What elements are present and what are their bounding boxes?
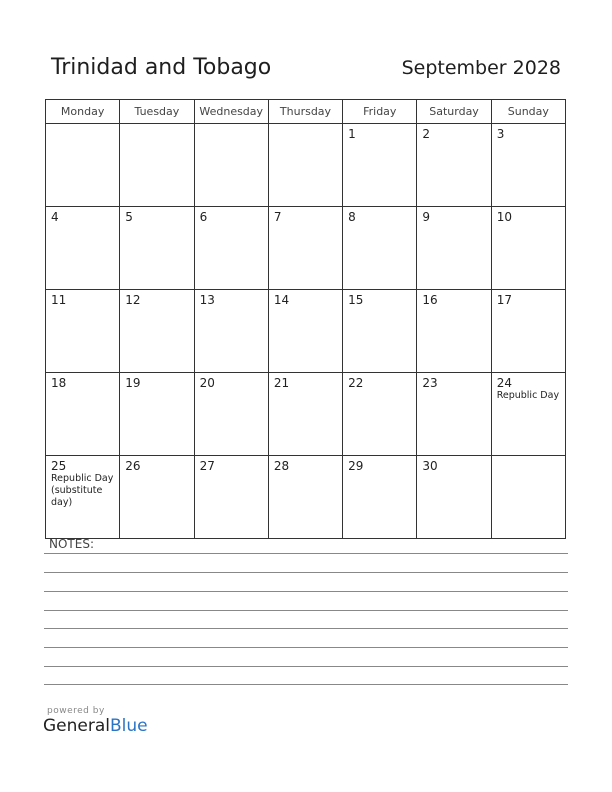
- day-cell: [491, 373, 565, 456]
- day-cell: [417, 207, 491, 290]
- day-number: 23: [422, 376, 438, 390]
- brand-blue: Blue: [110, 716, 148, 736]
- day-number: 25: [51, 459, 67, 473]
- day-cell: [268, 290, 342, 373]
- note-line: [44, 628, 568, 629]
- day-number: 7: [273, 210, 282, 224]
- day-cell: [120, 373, 194, 456]
- day-cell: [491, 290, 565, 373]
- day-cell: [194, 124, 268, 207]
- week-row: [46, 207, 566, 290]
- day-cell: [491, 124, 565, 207]
- note-line: [44, 553, 568, 554]
- day-number: 24: [496, 376, 512, 390]
- day-cell: [46, 290, 120, 373]
- powered-by-text: powered by: [47, 706, 105, 716]
- day-number: 22: [348, 376, 364, 390]
- day-cell: [343, 373, 417, 456]
- day-cell: [491, 207, 565, 290]
- brand-general: General: [43, 716, 110, 736]
- day-cell: [343, 290, 417, 373]
- weekday-header: Tuesday: [120, 100, 194, 124]
- day-number: 21: [273, 376, 290, 390]
- weekday-header: Monday: [46, 100, 120, 124]
- day-cell: [491, 456, 565, 539]
- weekday-header: Friday: [343, 100, 417, 124]
- note-line: [44, 572, 568, 573]
- day-cell: [194, 290, 268, 373]
- week-row: [46, 124, 566, 207]
- day-number: 6: [199, 210, 208, 224]
- brand-logo[interactable]: [43, 716, 148, 736]
- weekday-header: Thursday: [268, 100, 342, 124]
- note-line: [44, 647, 568, 648]
- day-cell: [194, 373, 268, 456]
- day-number: 13: [199, 293, 215, 307]
- day-number: 20: [199, 376, 215, 390]
- weekday-header-row: [46, 100, 566, 124]
- day-cell: [120, 290, 194, 373]
- day-number: 30: [422, 459, 438, 473]
- calendar-grid: [45, 99, 566, 539]
- day-number: 4: [51, 210, 59, 224]
- day-cell: [417, 456, 491, 539]
- day-number: 15: [348, 293, 364, 307]
- day-cell: [268, 124, 342, 207]
- day-number: 14: [273, 293, 290, 307]
- holiday-label: Republic Day (substitute day): [51, 473, 114, 508]
- note-line: [44, 684, 568, 685]
- day-number: 19: [125, 376, 141, 390]
- note-line: [44, 591, 568, 592]
- notes-label: NOTES:: [49, 537, 94, 551]
- day-number: 17: [496, 293, 512, 307]
- note-line: [44, 666, 568, 667]
- day-cell: [120, 207, 194, 290]
- day-number: 3: [496, 127, 505, 141]
- day-number: 10: [496, 210, 512, 224]
- month-title: September 2028: [401, 57, 561, 79]
- day-number: 2: [422, 127, 431, 141]
- day-cell: [343, 456, 417, 539]
- day-cell: [417, 373, 491, 456]
- day-cell: [194, 456, 268, 539]
- holiday-label: Republic Day: [496, 390, 560, 401]
- note-line: [44, 610, 568, 611]
- weekday-header: Sunday: [491, 100, 565, 124]
- day-cell: [343, 124, 417, 207]
- country-title: Trinidad and Tobago: [51, 55, 272, 80]
- weekday-header: Wednesday: [194, 100, 268, 124]
- day-number: 28: [273, 459, 290, 473]
- day-number: 11: [51, 293, 67, 307]
- day-number: 26: [125, 459, 141, 473]
- day-cell: [268, 373, 342, 456]
- week-row: [46, 456, 566, 539]
- day-cell: [343, 207, 417, 290]
- day-cell: [417, 290, 491, 373]
- day-number: 16: [422, 293, 438, 307]
- day-number: 27: [199, 459, 215, 473]
- day-cell: [120, 456, 194, 539]
- day-number: 1: [348, 127, 356, 141]
- day-number: 9: [422, 210, 431, 224]
- weekday-header: Saturday: [417, 100, 491, 124]
- day-number: 18: [51, 376, 67, 390]
- day-cell: [46, 456, 120, 539]
- day-cell: [194, 207, 268, 290]
- day-cell: [46, 373, 120, 456]
- day-cell: [46, 124, 120, 207]
- day-number: 29: [348, 459, 364, 473]
- day-cell: [120, 124, 194, 207]
- day-cell: [268, 456, 342, 539]
- week-row: [46, 373, 566, 456]
- week-row: [46, 290, 566, 373]
- day-number: 12: [125, 293, 141, 307]
- day-number: 5: [125, 210, 133, 224]
- day-number: 8: [348, 210, 356, 224]
- day-cell: [46, 207, 120, 290]
- day-cell: [268, 207, 342, 290]
- day-cell: [417, 124, 491, 207]
